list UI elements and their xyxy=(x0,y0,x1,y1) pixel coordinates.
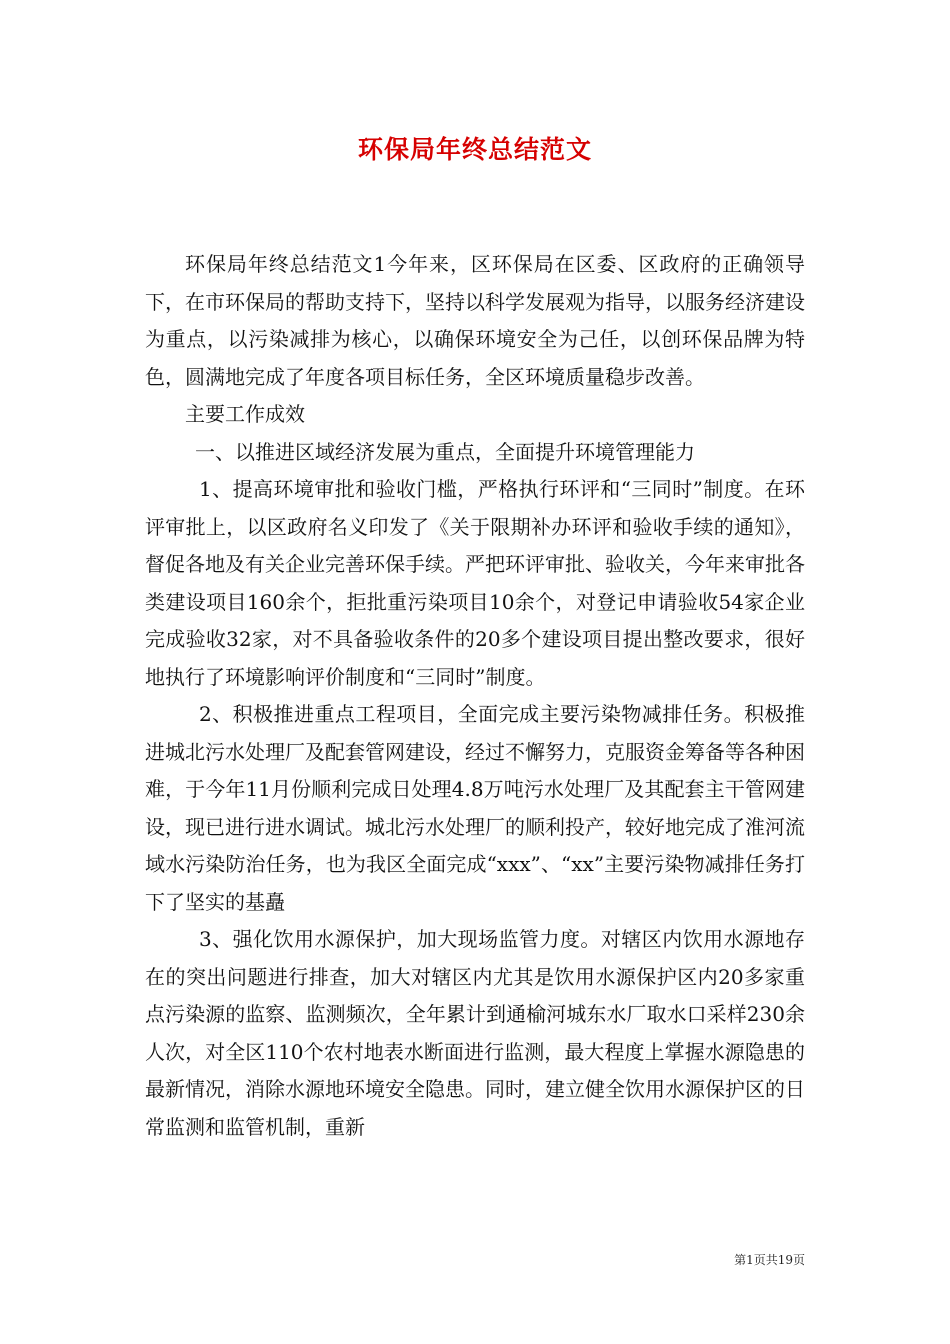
page-number: 第1页共19页 xyxy=(734,1253,805,1267)
section-heading: 主要工作成效 xyxy=(185,402,305,426)
subsection-heading: 一、以推进区域经济发展为重点，全面提升环境管理能力 xyxy=(195,439,695,464)
paragraph-item-3: 3、强化饮用水源保护，加大现场监管力度。对辖区内饮用水源地存在的突出问题进行排查，加大对辖区内尤其是饮用水源保护区内20多家重点污染源的监察、监测频次，全年累计到通榆河城东水厂取水口采样230余人次，对全区110个农村地表水断面进行监测，最大程度上掌握水源隐患的最新情况，消除水源地环境安全隐患。同时，建立健全饮用水源保护区的日常监测和监管机制，重新 xyxy=(145,927,805,1139)
paragraph-item-1: 1、提高环境审批和验收门槛，严格执行环评和“三同时”制度。在环评审批上，以区政府名义印发了《关于限期补办环评和验收手续的通知》，督促各地及有关企业完善环保手续。严把环评审批、验收关，今年来审批各类建设项目160余个，拒批重污染项目10余个，对登记申请验收54家企业完成验收32家，对不具备验收条件的20多个建设项目提出整改要求，很好地执行了环境影响评价制度和“三同时”制度。 xyxy=(145,477,805,689)
paragraph-item-2: 2、积极推进重点工程项目，全面完成主要污染物减排任务。积极推进城北污水处理厂及配套管网建设，经过不懈努力，克服资金筹备等各种困难，于今年11月份顺利完成日处理4.8万吨污水处理厂及其配套主干管网建设，现已进行进水调试。城北污水处理厂的顺利投产，较好地完成了淮河流域水污染防治任务，也为我区全面完成“xxx”、“xx”主要污染物减排任务打下了坚实的基矗 xyxy=(145,702,805,914)
paragraph-intro: 环保局年终总结范文1今年来，区环保局在区委、区政府的正确领导下，在市环保局的帮助支持下，坚持以科学发展观为指导，以服务经济建设为重点，以污染减排为核心，以确保环境安全为己任，以创环保品牌为特色，圆满地完成了年度各项目标任务，全区环境质量稳步改善。 xyxy=(145,252,805,389)
document-body xyxy=(145,246,805,1146)
document-title: 环保局年终总结范文 xyxy=(357,135,592,164)
